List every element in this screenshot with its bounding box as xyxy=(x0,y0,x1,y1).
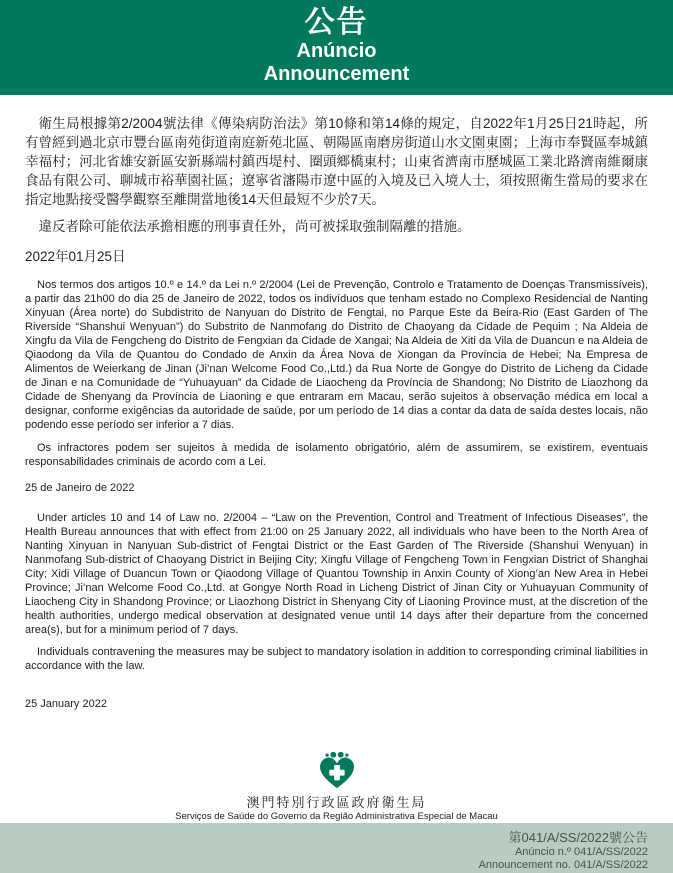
reference-number-strip xyxy=(0,823,673,873)
english-date: 25 January 2022 xyxy=(25,698,107,710)
english-paragraph-1: Under articles 10 and 14 of Law no. 2/2004 – “Law on the Prevention, Control and Treatment of Infectious Diseases”, the Health Bureau announces that with effect from 21:00 on 25 January 2022, all individuals who have been to the North Area of Nanting Xinyuan in Nanyuan Sub-district of Fengtai District or the East Garden of The Riverside (Shanshui Wenyuan) in Nanmofang Sub-district of Chaoyang District in Beijing City; Xingfu Village of Fengcheng Town in Fengxian District of Shanghai City; Xidi Village of Duancun Town or Qiaodong Village of Quantou Township in Anxin County of Xiong’an New Area in Hebei Province; Ji’nan Welcome Food Co.,Ltd. at Gongye North Road in Licheng District of Jinan City or Yuhuayuan Community of Liaocheng City in Shandong Province; or Liaozhong District in Shenyang City of Liaoning Province must, at the discretion of the health authorities, undergo medical observation at designated venue until 14 days after their departure from the concerned area(s), but for a minimum period of 7 days. xyxy=(25,512,648,636)
chinese-paragraph-2: 違反者除可能依法承擔相應的刑事責任外，尚可被採取強制隔離的措施。 xyxy=(38,219,471,234)
announcement-body xyxy=(0,97,673,711)
reference-number-pt: Anúncio n.º 041/A/SS/2022 xyxy=(514,846,648,858)
chinese-paragraph-1: 衛生局根據第2/2004號法律《傳染病防治法》第10條和第14條的規定，自2022年1月25日21時起，所有曾經到過北京市豐台區南苑街道南庭新苑北區、朝陽區南磨房街道山水文園東園；上海市奉賢區奉城鎮幸福村；河北省雄安新區安新縣端村鎮西堤村、圈頭鄉橋東村；山東省濟南市歷城區工業北路濟南維爾康食品有限公司、聊城市裕華園社區；遼寧省瀋陽市遼中區的入境及已入境人士，須按照衛生當局的要求在指定地點接受醫學觀察至離開當地後14天但最短不少於7天。 xyxy=(25,116,648,207)
page-title-en: Announcement xyxy=(263,63,410,85)
reference-number-zh: 第041/A/SS/2022號公告 xyxy=(508,830,648,845)
english-paragraph-2: Individuals contravening the measures may be subject to mandatory isolation in addition to corresponding criminal liabilities in accordance with the law. xyxy=(25,646,648,672)
page-title-pt: Anúncio xyxy=(296,40,377,62)
organization-name-pt: Serviços de Saúde do Governo da Região Administrativa Especial de Macau xyxy=(175,811,498,822)
reference-number-en: Announcement no. 041/A/SS/2022 xyxy=(478,859,648,871)
portuguese-paragraph-1: Nos termos dos artigos 10.º e 14.º da Lei n.º 2/2004 (Lei de Prevenção, Controlo e Tratamento de Doenças Transmissíveis), a partir das 21h00 do dia 25 de Janeiro de 2022, todos os indivíduos que tenham estado no Complexo Residencial de Nanting Xinyuan (Área norte) do Subdistrito de Nanyuan do Distrito de Fengtai, no Parque Este da Beira-Rio (East Garden of The Riverside “Shanshui Wenyuan”) do Substrito de Nanmofang do Distrito de Chaoyang da Cidade de Pequim ; Na Aldeia de Xingfu da Vila de Fengcheng do Distrito de Fengxian da Cidade de Xangai; Na Aldeia de Xiti da Vila de Duancun e na Aldeia de Qiaodong da Vila de Quantou do Condado de Anxin da Área Nova de Xiongan da Província de Hebei; Na Empresa de Alimentos de Weierkang de Jinan (Ji’nan Welcome Food Co.,Ltd.) da Rua Norte de Gongye do Distrito de Licheng da Cidade de Jinan e na Comunidade de “Yuhuayuan” da Cidade de Liaocheng da Província de Shandong; No Distrito de Liaozhong da Cidade de Shenyang da Província de Liaoning e que entraram em Macau, serão sujeitos à observação médica em local a designar, conforme exigências da autoridade de saúde, por um período de 14 dias a contar da data de saída destes locais, não podendo esse período ser inferior a 7 dias. xyxy=(25,279,648,431)
health-bureau-heart-cross-logo-icon xyxy=(316,751,358,794)
portuguese-paragraph-2: Os infractores podem ser sujeitos à medida de isolamento obrigatório, além de assumirem, se existirem, eventuais responsabilidades criminais de acordo com a Lei. xyxy=(25,442,648,468)
issuer-footer xyxy=(0,751,673,823)
organization-name-zh: 澳門特別行政區政府衛生局 xyxy=(246,795,427,810)
chinese-date: 2022年01月25日 xyxy=(25,249,126,264)
portuguese-date: 25 de Janeiro de 2022 xyxy=(25,482,135,494)
page-title-zh: 公告 xyxy=(304,6,369,39)
page-header xyxy=(0,0,673,95)
